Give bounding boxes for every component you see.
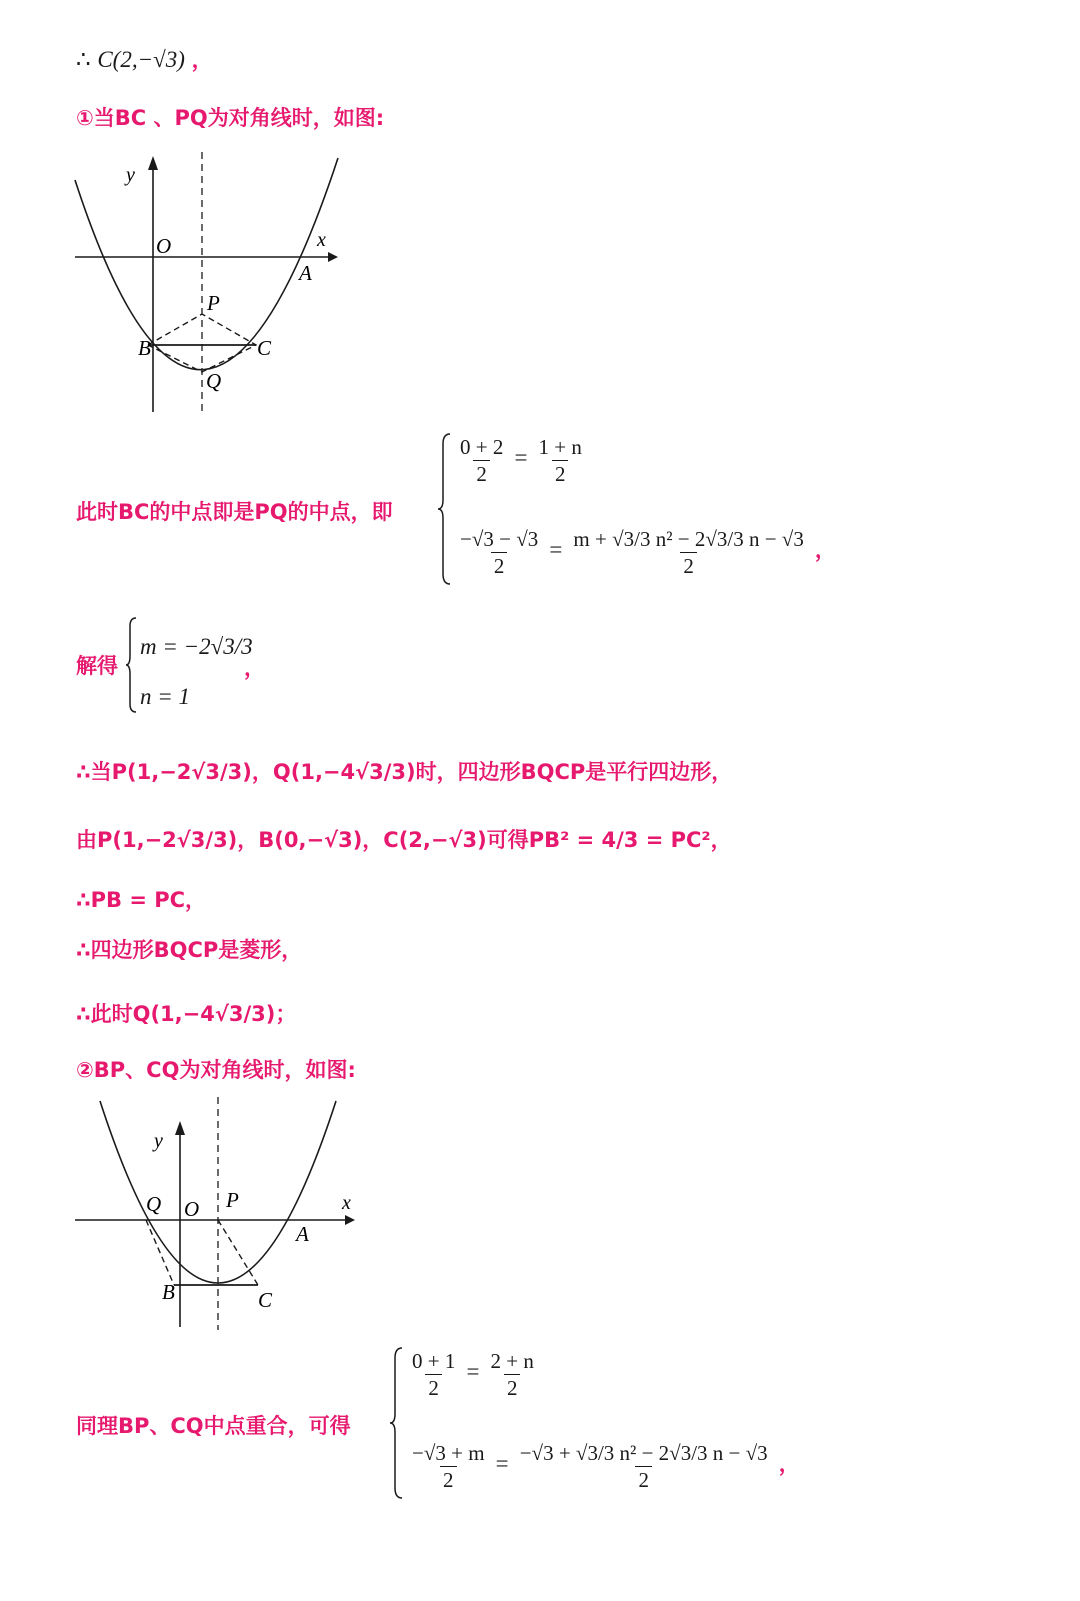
- pb-equals-pc: ∴PB = PC，: [76, 888, 207, 912]
- label-y: y: [154, 1130, 163, 1152]
- eq1-right-den: 2: [552, 460, 569, 487]
- x-axis-arrow: [328, 252, 338, 262]
- eq1-left-den: 2: [473, 460, 490, 487]
- label-a: A: [296, 1222, 309, 1246]
- eq1-row: [454, 434, 588, 487]
- therefore-symbol: ∴: [76, 47, 91, 72]
- eq2-right-den: 2: [680, 552, 697, 579]
- y-axis-arrow: [148, 156, 158, 170]
- figure-case1-parabola: [70, 150, 360, 420]
- eq2-equals: =: [549, 537, 563, 562]
- midpoint2-text: 同理BP、CQ中点重合，可得: [76, 1414, 351, 1438]
- eq2-row: [454, 526, 836, 579]
- line-point-c: [76, 44, 213, 74]
- label-q: Q: [206, 369, 222, 393]
- solve1-end-comma: ，: [244, 656, 265, 680]
- label-y: y: [126, 164, 135, 186]
- eq1-row: [406, 1348, 540, 1401]
- eq1-right-num: 2 + n: [490, 1349, 534, 1373]
- solve1-label: 解得: [76, 654, 118, 678]
- eq2-left-den: 2: [440, 1466, 457, 1493]
- eq1-left-num: 0 + 1: [412, 1349, 456, 1373]
- label-q: Q: [146, 1192, 162, 1216]
- y-axis-arrow: [175, 1121, 185, 1135]
- eq1-left-den: 2: [425, 1374, 442, 1401]
- q-result-case1: ∴此时Q(1,−4√3/3)；: [76, 1002, 297, 1026]
- label-b: B: [162, 1280, 175, 1304]
- figure-case2-parabola: [70, 1095, 370, 1335]
- solve1-brace: [126, 616, 138, 714]
- label-x: x: [317, 229, 326, 251]
- eq2-right-den: 2: [635, 1466, 652, 1493]
- eq1-left-num: 0 + 2: [460, 435, 504, 459]
- eq2-left-num: −√3 + m: [412, 1441, 485, 1465]
- eq1-equals: =: [466, 1359, 480, 1384]
- label-c: C: [258, 1288, 273, 1312]
- label-b: B: [138, 336, 151, 360]
- parallelogram-conclusion: ∴当P(1,−2√3/3)，Q(1,−4√3/3)时，四边形BQCP是平行四边形，: [76, 760, 733, 784]
- line-end-comma: ，: [191, 48, 213, 72]
- eq1-equals: =: [514, 445, 528, 470]
- x-axis-arrow: [345, 1215, 355, 1225]
- midpoint1-text: 此时BC的中点即是PQ的中点，即: [76, 500, 393, 524]
- label-c: C: [257, 336, 272, 360]
- case1-heading: ①当BC 、PQ为对角线时，如图:: [76, 106, 385, 130]
- eq1-right-num: 1 + n: [538, 435, 582, 459]
- label-p: P: [207, 291, 220, 315]
- point-c-expression: C(2,−√3): [97, 47, 185, 72]
- label-x: x: [342, 1192, 351, 1214]
- eq2-row: [406, 1440, 800, 1493]
- left-brace: [438, 432, 452, 586]
- eq1-right-den: 2: [504, 1374, 521, 1401]
- dashed-pc: [218, 1220, 258, 1285]
- rhombus-conclusion: ∴四边形BQCP是菱形，: [76, 938, 303, 962]
- label-a: A: [299, 261, 312, 285]
- eq2-right-num: m + √3/3 n² − 2√3/3 n − √3: [573, 527, 804, 551]
- solve1-m: m = −2√3/3: [140, 634, 253, 659]
- deduction-line: 由P(1,−2√3/3)，B(0,−√3)，C(2,−√3)可得PB² = 4/3 = PC²，: [76, 828, 732, 852]
- eq2-left-den: 2: [491, 552, 508, 579]
- solve1-n: n = 1: [140, 684, 191, 709]
- eq2-right-num: −√3 + √3/3 n² − 2√3/3 n − √3: [519, 1441, 768, 1465]
- label-p: P: [226, 1188, 239, 1212]
- label-o: O: [156, 234, 172, 258]
- case2-heading: ②BP、CQ为对角线时，如图:: [76, 1058, 356, 1082]
- eq2-end-comma: ，: [778, 1452, 800, 1476]
- eq2-equals: =: [495, 1451, 509, 1476]
- eq2-end-comma: ，: [814, 538, 836, 562]
- eq2-left-num: −√3 − √3: [460, 527, 539, 551]
- label-o: O: [184, 1197, 200, 1221]
- left-brace: [390, 1346, 404, 1500]
